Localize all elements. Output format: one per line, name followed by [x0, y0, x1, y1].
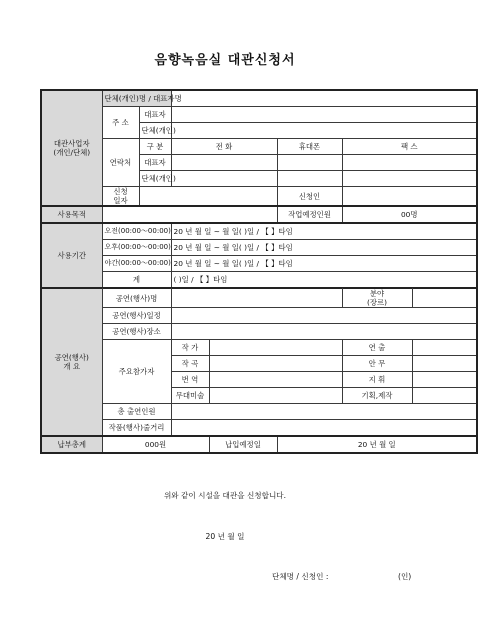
purpose-field[interactable] [102, 206, 277, 223]
staff-value[interactable]: 00명 [342, 206, 477, 223]
contact-mobile-header: 휴대폰 [277, 139, 342, 155]
seal-mark: (인) [398, 572, 412, 581]
performance-name-field[interactable] [171, 288, 342, 308]
staff-label: 작업예정인원 [277, 206, 342, 223]
participants-label: 주요참가자 [102, 340, 171, 404]
synopsis-field[interactable] [171, 420, 477, 437]
contact-fax-header: 팩 스 [342, 139, 477, 155]
role-writer-field[interactable] [209, 340, 342, 356]
performance-name-label: 공연(행사)명 [102, 288, 171, 308]
period-total-value[interactable]: ( )일 / 【 】타임 [171, 272, 477, 289]
period-slot-night: 야간(00:00～00:00) [102, 256, 171, 272]
payment-total-value[interactable]: 000원 [102, 436, 209, 453]
cast-total-label: 총 출연인원 [102, 404, 171, 420]
applicant-field[interactable] [342, 187, 477, 207]
role-producer-label: 기획,제작 [342, 388, 412, 404]
role-composer-field[interactable] [209, 356, 342, 372]
document-title: 음향녹음실 대관신청서 [154, 53, 296, 68]
venue-label: 공연(행사)장소 [102, 324, 171, 340]
contact-org-mobile[interactable] [277, 171, 342, 187]
contact-org-phone[interactable] [171, 171, 277, 187]
performance-section-label: 공연(행사) 개 요 [41, 288, 102, 436]
role-director-field[interactable] [412, 340, 477, 356]
contact-org-fax[interactable] [342, 171, 477, 187]
role-translator-field[interactable] [209, 372, 342, 388]
address-rep-label: 대표자 [139, 107, 171, 123]
contact-phone-header: 전 화 [171, 139, 277, 155]
genre-field[interactable] [412, 288, 477, 308]
venue-field[interactable] [171, 324, 477, 340]
contact-rep-mobile[interactable] [277, 155, 342, 171]
org-name-label: 단체(개인)명 / 대표자명 [102, 90, 171, 107]
role-producer-field[interactable] [412, 388, 477, 404]
role-director-label: 연 출 [342, 340, 412, 356]
org-name-field[interactable] [171, 90, 477, 107]
address-label: 주 소 [102, 107, 139, 139]
period-row-afternoon[interactable]: 20 년 월 일 ~ 월 일( )일 / 【 】타임 [171, 240, 477, 256]
schedule-label: 공연(행사)일정 [102, 308, 171, 324]
application-date[interactable]: 20 년 월 일 [205, 532, 245, 541]
address-org-field[interactable] [171, 123, 477, 139]
contact-label: 연락처 [102, 139, 139, 187]
cast-total-field[interactable] [171, 404, 477, 420]
role-translator-label: 번 역 [171, 372, 209, 388]
apply-date-label: 신청 일자 [102, 187, 139, 207]
period-slot-morning: 오전(00:00～00:00) [102, 223, 171, 240]
payment-due-value[interactable]: 20 년 월 일 [277, 436, 477, 453]
contact-rep-fax[interactable] [342, 155, 477, 171]
address-rep-field[interactable] [171, 107, 477, 123]
apply-date-field[interactable] [139, 187, 277, 207]
period-row-morning[interactable]: 20 년 월 일 ~ 월 일( )일 / 【 】타임 [171, 223, 477, 240]
role-choreographer-field[interactable] [412, 356, 477, 372]
contact-org-label: 단체(개인) [139, 171, 171, 187]
role-stage-art-label: 무대미술 [171, 388, 209, 404]
role-choreographer-label: 안 무 [342, 356, 412, 372]
role-stage-art-field[interactable] [209, 388, 342, 404]
applicant-section-label: 대관사업자 (개인/단체) [41, 90, 102, 206]
role-writer-label: 작 가 [171, 340, 209, 356]
signer-label: 단체명 / 신청인 : [272, 572, 329, 581]
applicant-label: 신청인 [277, 187, 342, 207]
genre-label: 분야 (장르) [342, 288, 412, 308]
application-form-table [40, 89, 478, 454]
payment-due-label: 납입예정일 [209, 436, 277, 453]
application-statement: 위와 같이 시설을 대관을 신청합니다. [163, 491, 287, 500]
synopsis-label: 작품(행사)줄거리 [102, 420, 171, 437]
contact-rep-label: 대표자 [139, 155, 171, 171]
purpose-label: 사용목적 [41, 206, 102, 223]
contact-rep-phone[interactable] [171, 155, 277, 171]
payment-total-label: 납부총계 [41, 436, 102, 453]
contact-type-header: 구 분 [139, 139, 171, 155]
role-composer-label: 작 곡 [171, 356, 209, 372]
schedule-field[interactable] [171, 308, 477, 324]
address-org-label: 단체(개인) [139, 123, 171, 139]
period-label: 사용기간 [41, 223, 102, 288]
period-total-label: 계 [102, 272, 171, 289]
role-conductor-label: 지 휘 [342, 372, 412, 388]
period-slot-afternoon: 오후(00:00～00:00) [102, 240, 171, 256]
period-row-night[interactable]: 20 년 월 일 ~ 월 일( )일 / 【 】타임 [171, 256, 477, 272]
role-conductor-field[interactable] [412, 372, 477, 388]
